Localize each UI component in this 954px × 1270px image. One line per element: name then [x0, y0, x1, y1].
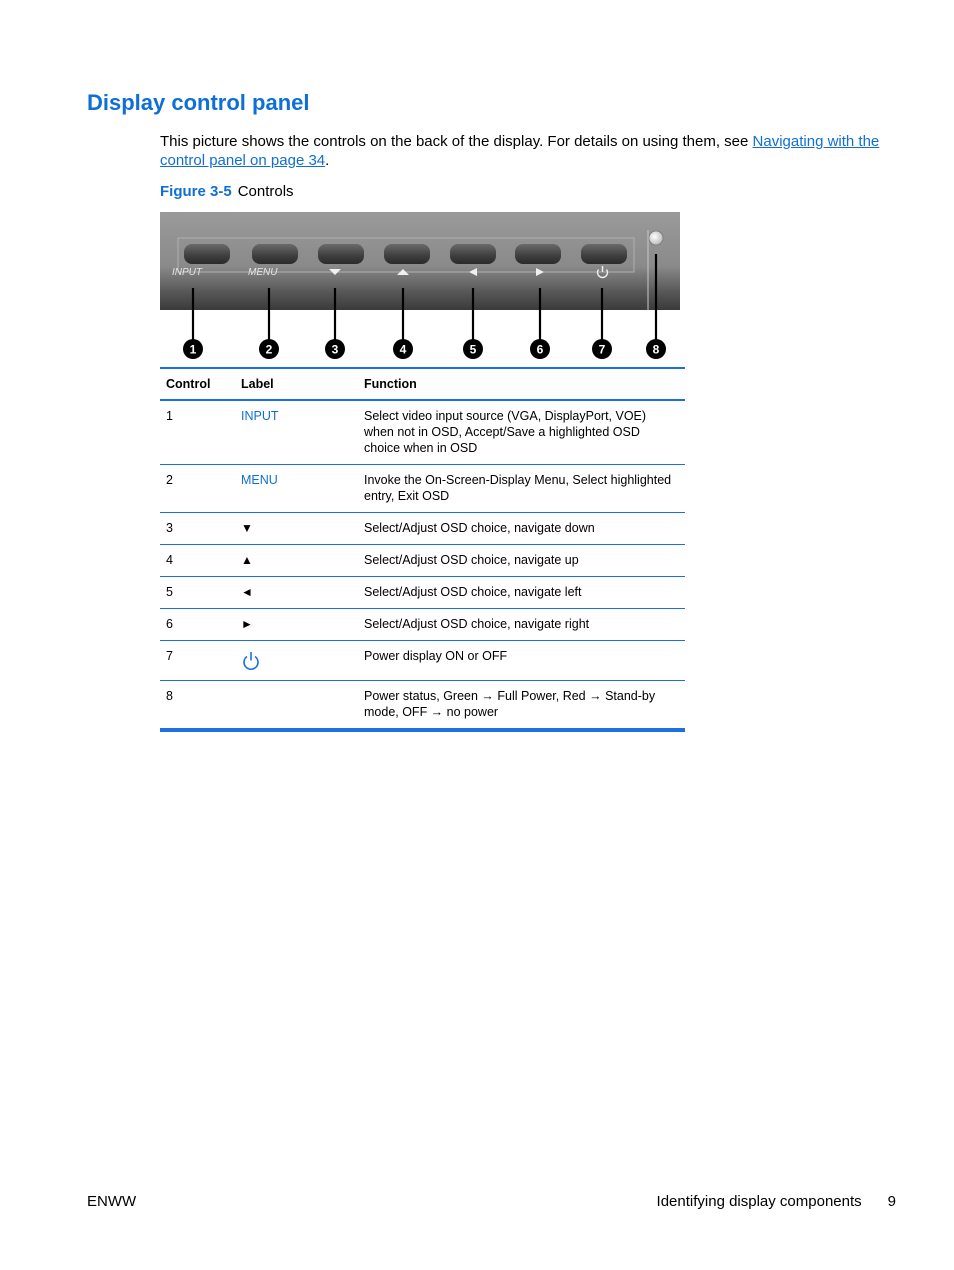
cell-control: 1 [160, 400, 235, 465]
cell-function: Select/Adjust OSD choice, navigate right [358, 609, 685, 641]
cell-control: 6 [160, 609, 235, 641]
footer-section: Identifying display components [656, 1193, 862, 1210]
intro-text: This picture shows the controls on the back of the display. For details on using them, see [160, 133, 753, 150]
callout-2: 2 [265, 342, 273, 357]
callout-8: 8 [652, 342, 660, 357]
panel-button-1 [184, 244, 230, 264]
cell-label-down: ▼ [235, 513, 358, 545]
table-row [160, 609, 685, 641]
panel-button-6 [515, 244, 561, 264]
figure-caption-text: Controls [237, 183, 294, 200]
table-row [160, 545, 685, 577]
cell-control: 2 [160, 465, 235, 513]
footer-right [657, 1193, 896, 1210]
table-row [160, 641, 685, 681]
callout-6: 6 [536, 342, 544, 357]
footer-left: ENWW [87, 1193, 137, 1210]
cell-label-left: ◄ [235, 577, 358, 609]
table-row [160, 513, 685, 545]
header-label: Label [235, 368, 358, 400]
navigating-link[interactable]: Navigating with the control panel on page 34 [160, 133, 880, 169]
cell-function: Select/Adjust OSD choice, navigate down [358, 513, 685, 545]
panel-button-4 [384, 244, 430, 264]
callout-4: 4 [399, 342, 407, 357]
cell-control: 7 [160, 641, 235, 681]
panel-label-menu: MENU [248, 267, 278, 278]
intro-end: . [325, 152, 330, 169]
cell-label-menu-link[interactable]: MENU [235, 465, 358, 513]
page-title: Display control panel [87, 90, 310, 115]
cell-label-power [235, 641, 358, 681]
cell-label-input-link[interactable]: INPUT [235, 400, 358, 465]
callout-7: 7 [598, 342, 606, 357]
panel-label-input: INPUT [172, 267, 202, 278]
panel-button-2 [252, 244, 298, 264]
cell-control: 4 [160, 545, 235, 577]
cell-label-empty [235, 681, 358, 731]
figure-label: Figure 3-5 [160, 183, 232, 200]
callout-markers [183, 339, 666, 359]
table-header-row [160, 368, 685, 400]
header-control: Control [160, 368, 235, 400]
header-function: Function [358, 368, 685, 400]
cell-label-up: ▲ [235, 545, 358, 577]
cell-function: Select/Adjust OSD choice, navigate up [358, 545, 685, 577]
cell-control: 5 [160, 577, 235, 609]
control-panel-figure [160, 212, 685, 367]
table-row [160, 400, 685, 465]
callout-3: 3 [331, 342, 339, 357]
control-panel-illustration [160, 212, 685, 367]
cell-function: Select video input source (VGA, DisplayPort, VOE) when not in OSD, Accept/Save a highlighted OSD choice when in OSD [358, 400, 685, 465]
cell-function: Invoke the On-Screen-Display Menu, Select highlighted entry, Exit OSD [358, 465, 685, 513]
panel-button-3 [318, 244, 364, 264]
panel-button-5 [450, 244, 496, 264]
controls-table [160, 367, 685, 732]
cell-function: Select/Adjust OSD choice, navigate left [358, 577, 685, 609]
page-number: 9 [887, 1193, 896, 1210]
intro-paragraph [160, 132, 890, 170]
cell-function: Power display ON or OFF [358, 641, 685, 681]
table-row [160, 465, 685, 513]
callout-1: 1 [189, 342, 197, 357]
figure-caption [160, 183, 294, 200]
cell-control: 3 [160, 513, 235, 545]
power-icon [241, 650, 261, 672]
cell-function: Power status, Green → Full Power, Red → Stand-by mode, OFF → no power [364, 689, 656, 719]
cell-control: 8 [166, 689, 173, 703]
panel-button-7 [581, 244, 627, 264]
table-row [160, 681, 685, 731]
cell-label-right: ► [235, 609, 358, 641]
power-led [649, 231, 663, 245]
callout-5: 5 [469, 342, 477, 357]
table-row [160, 577, 685, 609]
